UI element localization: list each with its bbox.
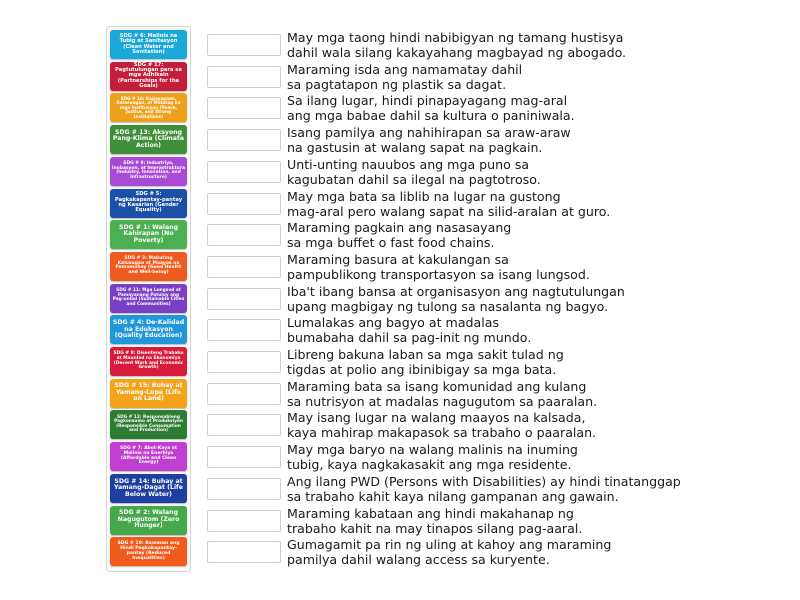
statement-item bbox=[287, 93, 677, 123]
answer-drop-slot[interactable] bbox=[207, 351, 281, 373]
statement-item bbox=[287, 473, 681, 504]
answer-drop-slot[interactable] bbox=[207, 256, 281, 278]
statement-line-2: sa nutrisyon at madalas nagugutom sa paaralan. bbox=[287, 393, 598, 409]
sdg-tile[interactable]: SDG # 9: Industriya, Inobasyon, at Imprastraktura (Industry, Innovation, and Infrastructure) bbox=[110, 157, 187, 186]
answer-drop-slot[interactable] bbox=[207, 193, 281, 215]
sdg-tile[interactable]: SDG # 10: Bawasan ang Hindi Pagkakapantay-pantay (Reduced Inequalities) bbox=[110, 537, 187, 566]
sdg-tile[interactable]: SDG # 12: Responsableng Pagkonsumo at Produksiyon (Responsible Consumption and Production) bbox=[110, 410, 187, 439]
statement-line-1: Maraming bata sa isang komunidad ang kulang bbox=[287, 378, 587, 394]
statement-line-2: sa mga buffet o fast food chains. bbox=[287, 235, 495, 251]
sdg-tile[interactable]: SDG # 16: Kapayapaan, Katarungan, at Matatag na mga Institusyon (Peace, Justice, and Strong Institutions) bbox=[110, 93, 187, 122]
answer-drop-slot[interactable] bbox=[207, 478, 281, 500]
statement-item bbox=[287, 506, 677, 536]
sdg-tile[interactable]: SDG # 7: Abot-Kaya at Malinis na Enerhiya (Affordable and Clean Energy) bbox=[110, 442, 187, 471]
answer-drop-slot[interactable] bbox=[207, 446, 281, 468]
sdg-tile[interactable]: SDG # 17: Pagtutulungan para sa mga Adhikain (Partnerships for the Goals) bbox=[110, 62, 187, 91]
statement-item bbox=[287, 252, 677, 282]
sdg-tile[interactable]: SDG # 2: Walang Nagugutom (Zero Hunger) bbox=[110, 506, 187, 535]
statement-line-2: pamilya dahil walang access sa kuryente. bbox=[287, 552, 550, 568]
statement-line-1: Ang ilang PWD (Persons with Disabilities) ay hindi tinatanggap bbox=[287, 473, 681, 489]
answer-drop-slot[interactable] bbox=[207, 319, 281, 341]
sdg-tile[interactable]: SDG # 5: Pagkakapantay-pantay ng Kasarian (Gender Equality) bbox=[110, 189, 187, 218]
answer-drop-slot[interactable] bbox=[207, 161, 281, 183]
sdg-tile[interactable]: SDG # 11: Mga Lungsod at Pamayanang Patuloy ang Pag-unlad (Sustainable Cities and Communities) bbox=[110, 284, 187, 313]
statement-line-1: May mga bata sa liblib na lugar na gustong bbox=[287, 188, 561, 204]
answer-drop-slot[interactable] bbox=[207, 510, 281, 532]
statement-line-1: Gumagamit pa rin ng uling at kahoy ang maraming bbox=[287, 537, 612, 553]
statement-line-1: Libreng bakuna laban sa mga sakit tulad ng bbox=[287, 347, 564, 362]
sdg-tile[interactable]: SDG # 3: Mabuting Kalusugan at Maayos na Pamumuhay (Good Health and Well-being) bbox=[110, 252, 187, 281]
statement-line-2: kagubatan dahil sa ilegal na pagtotroso. bbox=[287, 171, 541, 187]
answer-drop-slot[interactable] bbox=[207, 541, 281, 563]
statement-item bbox=[287, 410, 677, 440]
statement-line-1: Maraming basura at kakulangan sa bbox=[287, 251, 509, 267]
statement-line-1: May isang lugar na walang maayos na kalsada, bbox=[287, 410, 586, 426]
statement-item bbox=[287, 315, 677, 345]
statement-item bbox=[287, 347, 677, 377]
sdg-tile[interactable]: SDG # 8: Disenteng Trabaho at Maunlad na Ekonomiya (Decent Work and Economic Growth) bbox=[110, 347, 187, 376]
statement-line-2: trabaho kahit na may tinapos silang pag-aaral. bbox=[287, 520, 583, 536]
answer-drop-slot[interactable] bbox=[207, 224, 281, 246]
statement-line-1: Iba't ibang bansa at organisasyon ang nagtutulungan bbox=[287, 283, 625, 299]
statement-line-2: sa pagtatapon ng plastik sa dagat. bbox=[287, 76, 507, 92]
statement-line-2: tigdas at polio ang ibinibigay sa mga bata. bbox=[287, 362, 557, 377]
sdg-tile[interactable]: SDG # 1: Walang Kahirapan (No Poverty) bbox=[110, 220, 187, 249]
statement-item bbox=[287, 30, 677, 60]
statement-line-1: Maraming isda ang namamatay dahil bbox=[287, 61, 523, 77]
statement-line-2: kaya mahirap makapasok sa trabaho o paaralan. bbox=[287, 425, 597, 441]
sdg-tile[interactable]: SDG # 14: Buhay at Yamang-Dagat (Life Below Water) bbox=[110, 474, 187, 503]
statement-item bbox=[287, 379, 677, 409]
answer-drop-slot[interactable] bbox=[207, 97, 281, 119]
statement-item bbox=[287, 220, 677, 250]
answer-drop-slot[interactable] bbox=[207, 414, 281, 436]
statement-line-2: sa trabaho kahit kaya nilang gampanan ang gawain. bbox=[287, 488, 619, 504]
answer-drop-slot[interactable] bbox=[207, 34, 281, 56]
sdg-tile[interactable]: SDG # 15: Buhay at Yamang-Lupa (Life on Land) bbox=[110, 379, 187, 408]
statement-line-1: Sa ilang lugar, hindi pinapayagang mag-aral bbox=[287, 93, 568, 109]
answer-drop-slot[interactable] bbox=[207, 66, 281, 88]
statement-item bbox=[287, 442, 677, 472]
statement-line-1: Maraming kabataan ang hindi makahanap ng bbox=[287, 505, 574, 521]
statement-item bbox=[287, 284, 677, 314]
answer-drop-slot[interactable] bbox=[207, 129, 281, 151]
statement-item bbox=[287, 189, 677, 219]
sdg-tile[interactable]: SDG # 13: Aksyong Pang-Klima (Climate Action) bbox=[110, 125, 187, 154]
statement-line-2: upang magbigay ng tulong sa nasalanta ng bagyo. bbox=[287, 298, 609, 314]
statement-line-1: Maraming pagkain ang nasasayang bbox=[287, 220, 512, 236]
sdg-tile[interactable]: SDG # 4: De-Kalidad na Edukasyon (Quality Education) bbox=[110, 315, 187, 344]
statement-item bbox=[287, 62, 677, 92]
sdg-tile[interactable]: SDG # 6: Malinis na Tubig at Sanitasyon (Clean Water and Sanitation) bbox=[110, 30, 187, 59]
statement-line-2: mag-aral pero walang sapat na silid-aralan at guro. bbox=[287, 203, 611, 219]
statement-item bbox=[287, 125, 677, 155]
statement-line-1: Isang pamilya ang nahihirapan sa araw-araw bbox=[287, 125, 571, 141]
statement-line-2: pampublikong transportasyon sa isang lungsod. bbox=[287, 266, 590, 282]
statement-line-2: ang mga babae dahil sa kultura o paniniwala. bbox=[287, 108, 575, 124]
answer-drop-slot[interactable] bbox=[207, 383, 281, 405]
statement-line-2: na gastusin at walang sapat na pagkain. bbox=[287, 140, 543, 156]
statement-item bbox=[287, 537, 677, 567]
statement-line-1: May mga taong hindi nabibigyan ng tamang hustisya bbox=[287, 30, 624, 45]
statement-line-2: tubig, kaya nagkakasakit ang mga residente. bbox=[287, 457, 572, 473]
statement-line-1: Lumalakas ang bagyo at madalas bbox=[287, 315, 500, 331]
statement-line-2: bumabaha dahil sa pag-init ng mundo. bbox=[287, 330, 532, 346]
statement-line-1: May mga baryo na walang malinis na inuming bbox=[287, 442, 578, 458]
statement-item bbox=[287, 157, 677, 187]
answer-drop-slot[interactable] bbox=[207, 288, 281, 310]
statement-line-1: Unti-unting nauubos ang mga puno sa bbox=[287, 156, 530, 172]
statement-line-2: dahil wala silang kakayahang magbayad ng abogado. bbox=[287, 45, 627, 60]
